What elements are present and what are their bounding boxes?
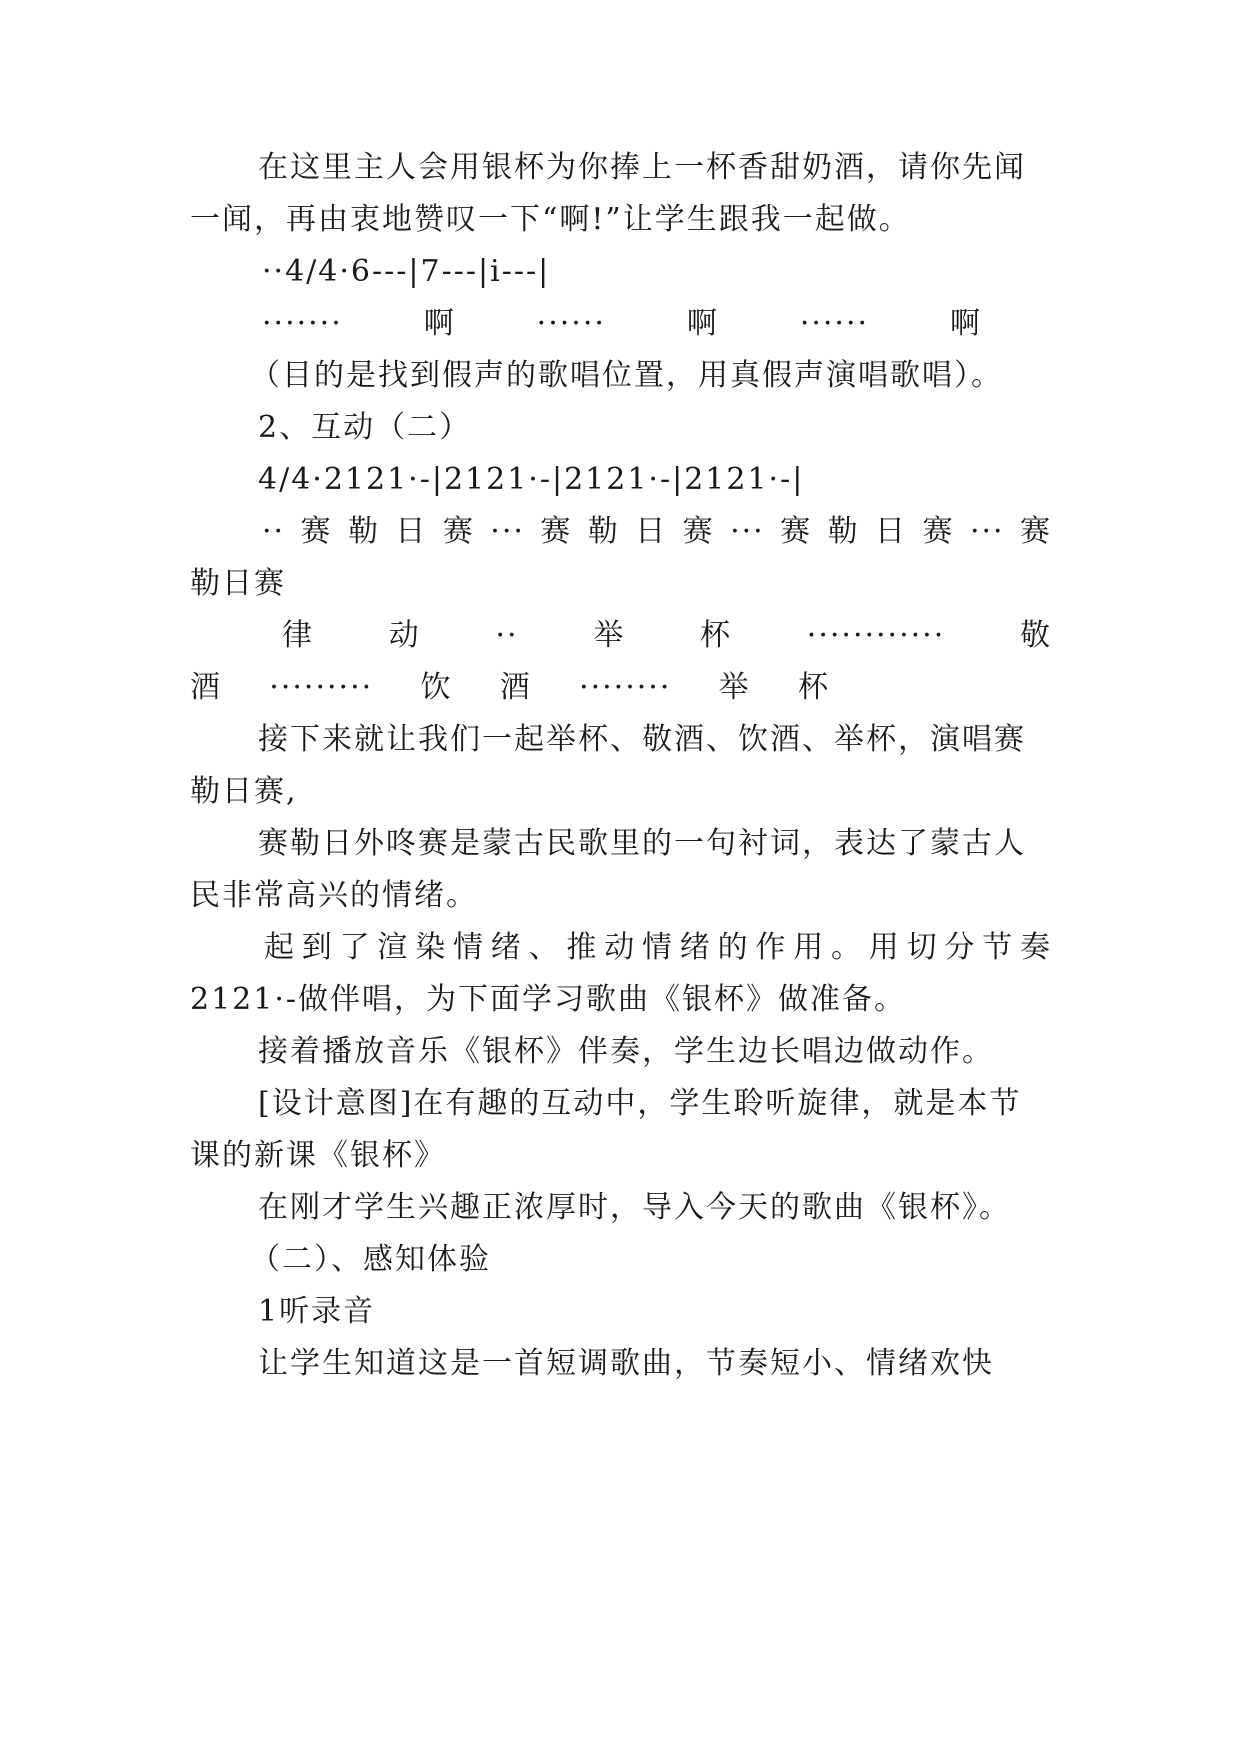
paragraph-line: （目的是找到假声的歌唱位置，用真假声演唱歌唱）。: [250, 358, 1003, 393]
notation-lyrics-line: ··赛勒日赛···赛勒日赛···赛勒日赛···赛: [262, 514, 1052, 549]
paragraph-line: 接下来就让我们一起举杯、敬酒、饮酒、举杯，演唱赛: [258, 722, 1026, 757]
paragraph-line: [设计意图]在有趣的互动中，学生聆听旋律，就是本节: [258, 1086, 1022, 1121]
notation-lyrics-line: 勒日赛: [190, 566, 286, 601]
paragraph-line: 起到了渲染情绪、推动情绪的作用。用切分节奏: [264, 930, 1052, 965]
paragraph-line: 课的新课《银杯》: [190, 1138, 446, 1173]
paragraph-line: 在刚才学生兴趣正浓厚时，导入今天的歌曲《银杯》。: [258, 1190, 1011, 1225]
paragraph-line: 一闻，再由衷地赞叹一下“啊!”让学生跟我一起做。: [190, 202, 911, 237]
notation-line: ··4/4·6---|7---|i---|: [262, 254, 551, 289]
paragraph-line: 在这里主人会用银杯为你捧上一杯香甜奶酒，请你先闻: [258, 150, 1026, 185]
notation-line: 4/4·2121·-|2121·-|2121·-|2121·-|: [258, 462, 805, 497]
notation-lyrics-line: ·······啊······啊······啊: [262, 306, 982, 341]
paragraph-line: 接着播放音乐《银杯》伴奏，学生边长唱边做动作。: [258, 1034, 994, 1069]
section-heading: 1听录音: [258, 1294, 376, 1329]
paragraph-line: 勒日赛,: [190, 774, 298, 809]
paragraph-line: 2121·-做伴唱，为下面学习歌曲《银杯》做准备。: [190, 982, 907, 1017]
section-heading: 2、互动（二）: [258, 410, 472, 445]
paragraph-line: 民非常高兴的情绪。: [190, 878, 478, 913]
paragraph-line: 让学生知道这是一首短调歌曲，节奏短小、情绪欢快: [258, 1346, 994, 1381]
section-heading: （二）、感知体验: [250, 1242, 491, 1277]
action-line: 律动··举杯············敬: [282, 618, 1052, 653]
paragraph-line: 赛勒日外咚赛是蒙古民歌里的一句衬词，表达了蒙古人: [258, 826, 1026, 861]
action-line: 酒·········饮酒········举杯: [190, 670, 830, 705]
